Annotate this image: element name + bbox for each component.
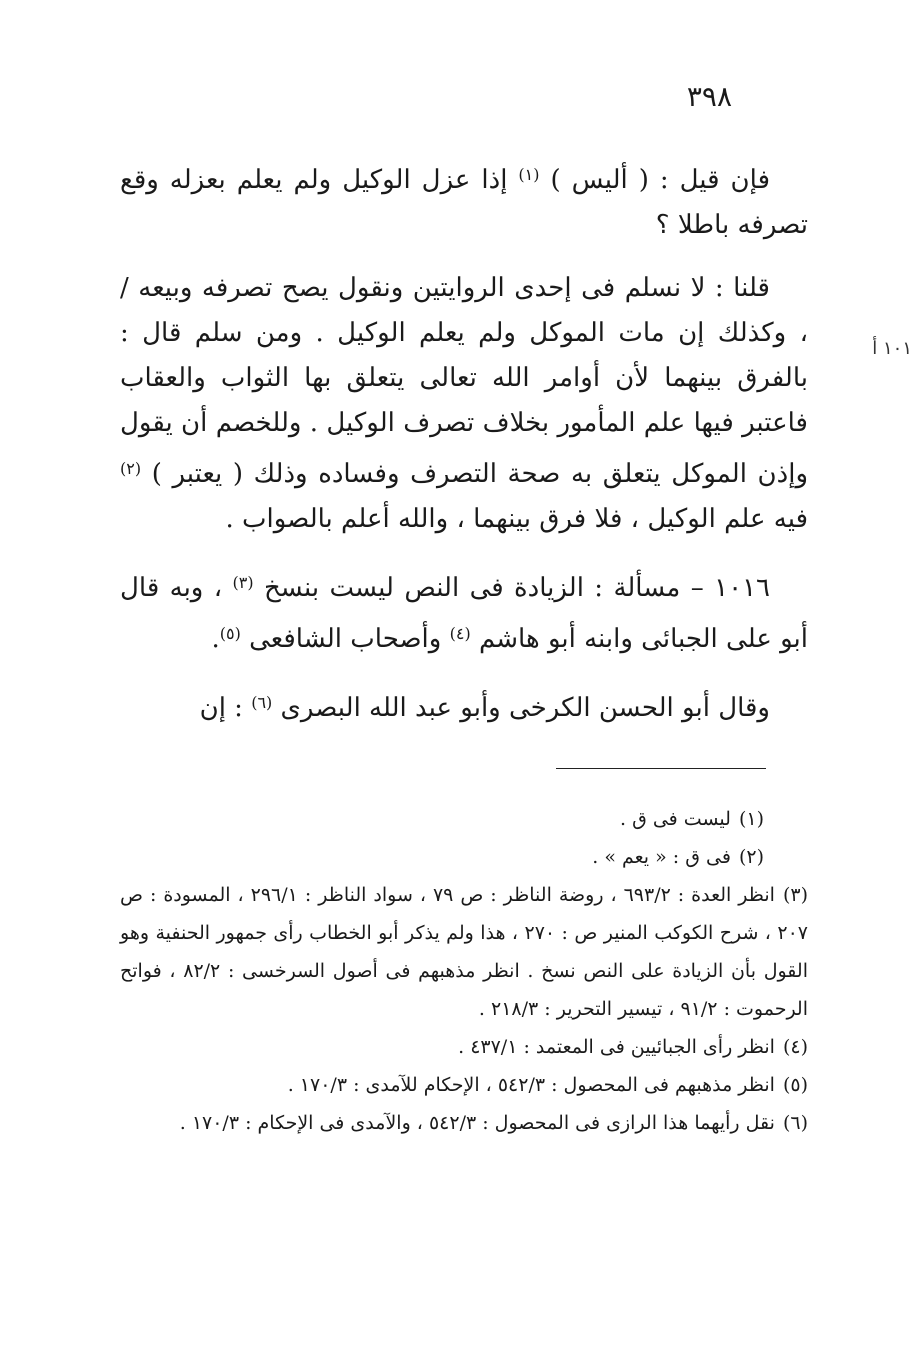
footnote-reference: (٦)	[251, 693, 273, 712]
footnote-number: (٤)	[782, 1036, 808, 1058]
text-segment: وأصحاب الشافعى	[240, 624, 450, 654]
footnote-item	[120, 1028, 808, 1066]
text-segment: ١٠١٦ – مسألة : الزيادة فى النص ليست بنسخ	[253, 573, 770, 603]
footnotes	[120, 800, 808, 1142]
footnote-item	[120, 876, 808, 1028]
text-segment: إذا عزل الوكيل ولم يعلم بعزله وقع تصرفه باطلا ؟	[120, 165, 808, 240]
footnote-text: انظر العدة : ٦٩٣/٢ ، روضة الناظر : ص ٧٩ ، سواد الناظر : ٢٩٦/١ ، المسودة : ص ٢٠٧ ، شرح الكوكب المنير ص : ٢٧٠ ، هذا ولم يذكر أبو الخطاب رأى جمهور الحنفية وهو القول بأن الزيادة على النص نسخ . انظر مذهبهم فى أصول السرخسى : ٨٢/٢ ، فواتح الرحموت : ٩١/٢ ، تيسير التحرير : ٢١٨/٣ .	[120, 884, 808, 1020]
footnote-reference: (٤)	[449, 624, 471, 643]
margin-folio-note: ١٠١ أ	[872, 338, 912, 359]
text-segment: ، وبه قال أبو على الجبائى وابنه أبو هاشم	[120, 573, 808, 654]
footnote-number: (٥)	[782, 1074, 808, 1096]
text-segment: فإن قيل : ( أليس )	[539, 165, 770, 195]
footnote-reference: (٣)	[232, 573, 254, 592]
footnote-item	[120, 1066, 808, 1104]
text-segment: قلنا : لا نسلم فى إحدى الروايتين ونقول يصح تصرفه وبيعه / ، وكذلك إن مات الموكل ولم يعلم الوكيل . ومن سلم قال : بالفرق بينهما لأن أوامر الله تعالى يتعلق بها الثواب والعقاب فاعتبر فيها علم المأمور بخلاف تصرف الوكيل . وللخصم أن يقول وإذن الموكل يتعلق به صحة التصرف وفساده وذلك ( يعتبر )	[120, 273, 808, 489]
footnote-text: نقل رأيهما هذا الرازى فى المحصول : ٥٤٢/٣ ، والآمدى فى الإحكام : ١٧٠/٣ .	[179, 1112, 775, 1134]
paragraph-p4	[120, 680, 808, 731]
footnote-text: ليست فى ق .	[619, 808, 731, 830]
footnote-item	[120, 800, 808, 838]
footnote-text: انظر رأى الجبائيين فى المعتمد : ٤٣٧/١ .	[458, 1036, 775, 1058]
footnote-reference: (٥)	[219, 624, 241, 643]
text-segment: وقال أبو الحسن الكرخى وأبو عبد الله البصرى	[272, 693, 770, 723]
footnote-number: (١)	[738, 808, 764, 830]
main-text	[120, 152, 808, 749]
footnote-text: فى ق : « يعم » .	[592, 846, 731, 868]
footnote-number: (٦)	[782, 1112, 808, 1134]
paragraph-p1	[120, 152, 808, 248]
paragraph-p3	[120, 560, 808, 662]
text-segment: فيه علم الوكيل ، فلا فرق بينهما ، والله أعلم بالصواب .	[225, 504, 808, 534]
footnote-reference: (١)	[518, 165, 540, 184]
footnote-reference: (٢)	[120, 459, 142, 478]
footnote-separator	[556, 768, 766, 769]
footnote-item	[120, 1104, 808, 1142]
footnote-number: (٣)	[782, 884, 809, 906]
page-number: ٣٩٨	[686, 80, 732, 113]
text-segment: .	[211, 624, 220, 654]
text-segment: : إن	[199, 693, 252, 723]
paragraph-p2	[120, 266, 808, 542]
footnote-item	[120, 838, 808, 876]
footnote-number: (٢)	[738, 846, 764, 868]
footnote-text: انظر مذهبهم فى المحصول : ٥٤٢/٣ ، الإحكام للآمدى : ١٧٠/٣ .	[287, 1074, 775, 1096]
